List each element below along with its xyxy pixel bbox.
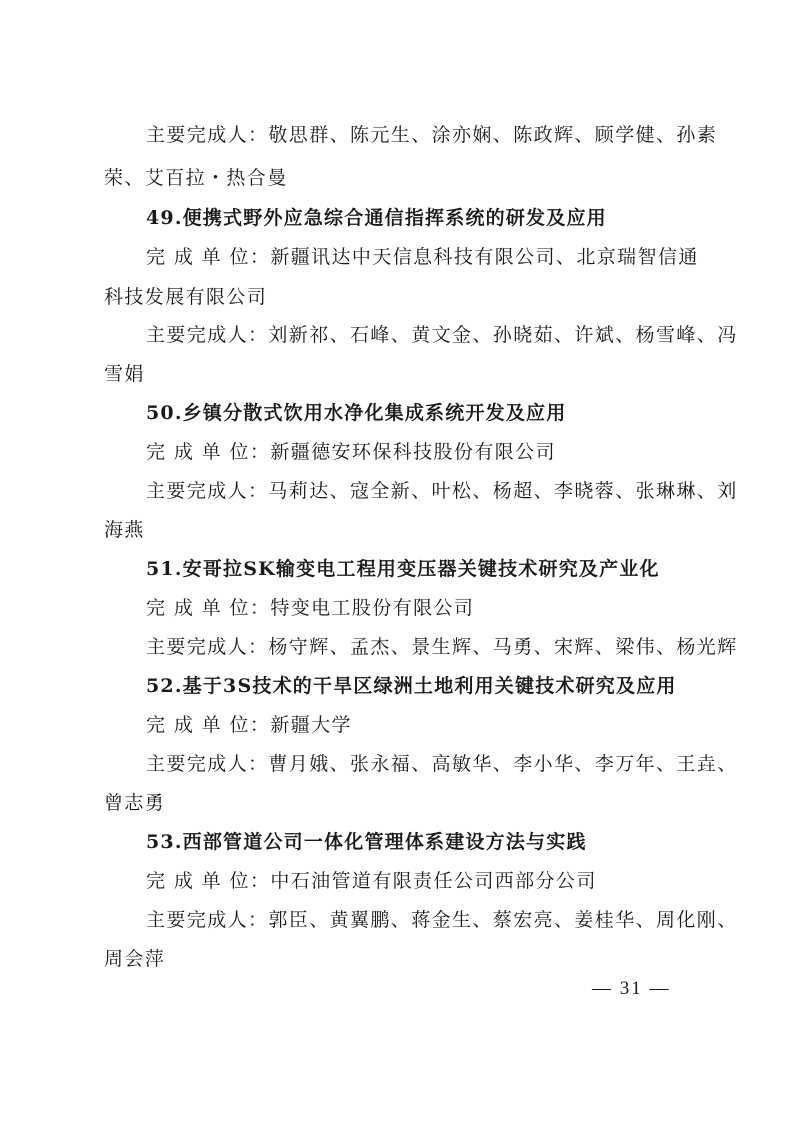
page-number: — 31 — xyxy=(592,978,671,999)
project-49-title: 49.便携式野外应急综合通信指挥系统的研发及应用 xyxy=(146,207,607,229)
project-51-completers: 主要完成人：杨守辉、孟杰、景生辉、马勇、宋辉、梁伟、杨光辉 xyxy=(146,636,738,658)
project-52-title: 52.基于3S技术的干旱区绿洲土地利用关键技术研究及应用 xyxy=(146,675,677,697)
project-50-units: 完 成 单 位：新疆德安环保科技股份有限公司 xyxy=(146,441,556,463)
project-52-completers: 主要完成人：曹月娥、张永福、高敏华、李小华、李万年、王垚、 xyxy=(146,753,738,775)
project-52-completers-cont: 曾志勇 xyxy=(104,792,166,814)
project-49-units: 完 成 单 位：新疆讯达中天信息科技有限公司、北京瑞智信通 xyxy=(146,246,699,268)
project-52-units: 完 成 单 位：新疆大学 xyxy=(146,714,352,736)
project-53-completers: 主要完成人：郭臣、黄翼鹏、蒋金生、蔡宏亮、姜桂华、周化刚、 xyxy=(146,909,738,931)
project-50-completers-cont: 海燕 xyxy=(104,519,145,541)
project-49-units-cont: 科技发展有限公司 xyxy=(104,286,268,308)
project-49-completers: 主要完成人：刘新祁、石峰、黄文金、孙晓茹、许斌、杨雪峰、冯 xyxy=(146,324,738,346)
project-50-completers: 主要完成人：马莉达、寇全新、叶松、杨超、李晓蓉、张琳琳、刘 xyxy=(146,480,738,502)
project-50-title: 50.乡镇分散式饮用水净化集成系统开发及应用 xyxy=(146,402,567,424)
project-51-units: 完 成 单 位：特变电工股份有限公司 xyxy=(146,597,475,619)
project-49-completers-cont: 雪娟 xyxy=(104,363,145,385)
project-53-units: 完 成 单 位：中石油管道有限责任公司西部分公司 xyxy=(146,870,597,892)
project-53-completers-cont: 周会萍 xyxy=(104,948,166,970)
project-51-title: 51.安哥拉SK输变电工程用变压器关键技术研究及产业化 xyxy=(146,558,660,580)
project-48-completers-cont: 荣、艾百拉・热合曼 xyxy=(104,167,288,189)
project-53-title: 53.西部管道公司一体化管理体系建设方法与实践 xyxy=(146,831,587,853)
project-48-completers: 主要完成人：敬思群、陈元生、涂亦娴、陈政辉、顾学健、孙素 xyxy=(146,124,718,146)
